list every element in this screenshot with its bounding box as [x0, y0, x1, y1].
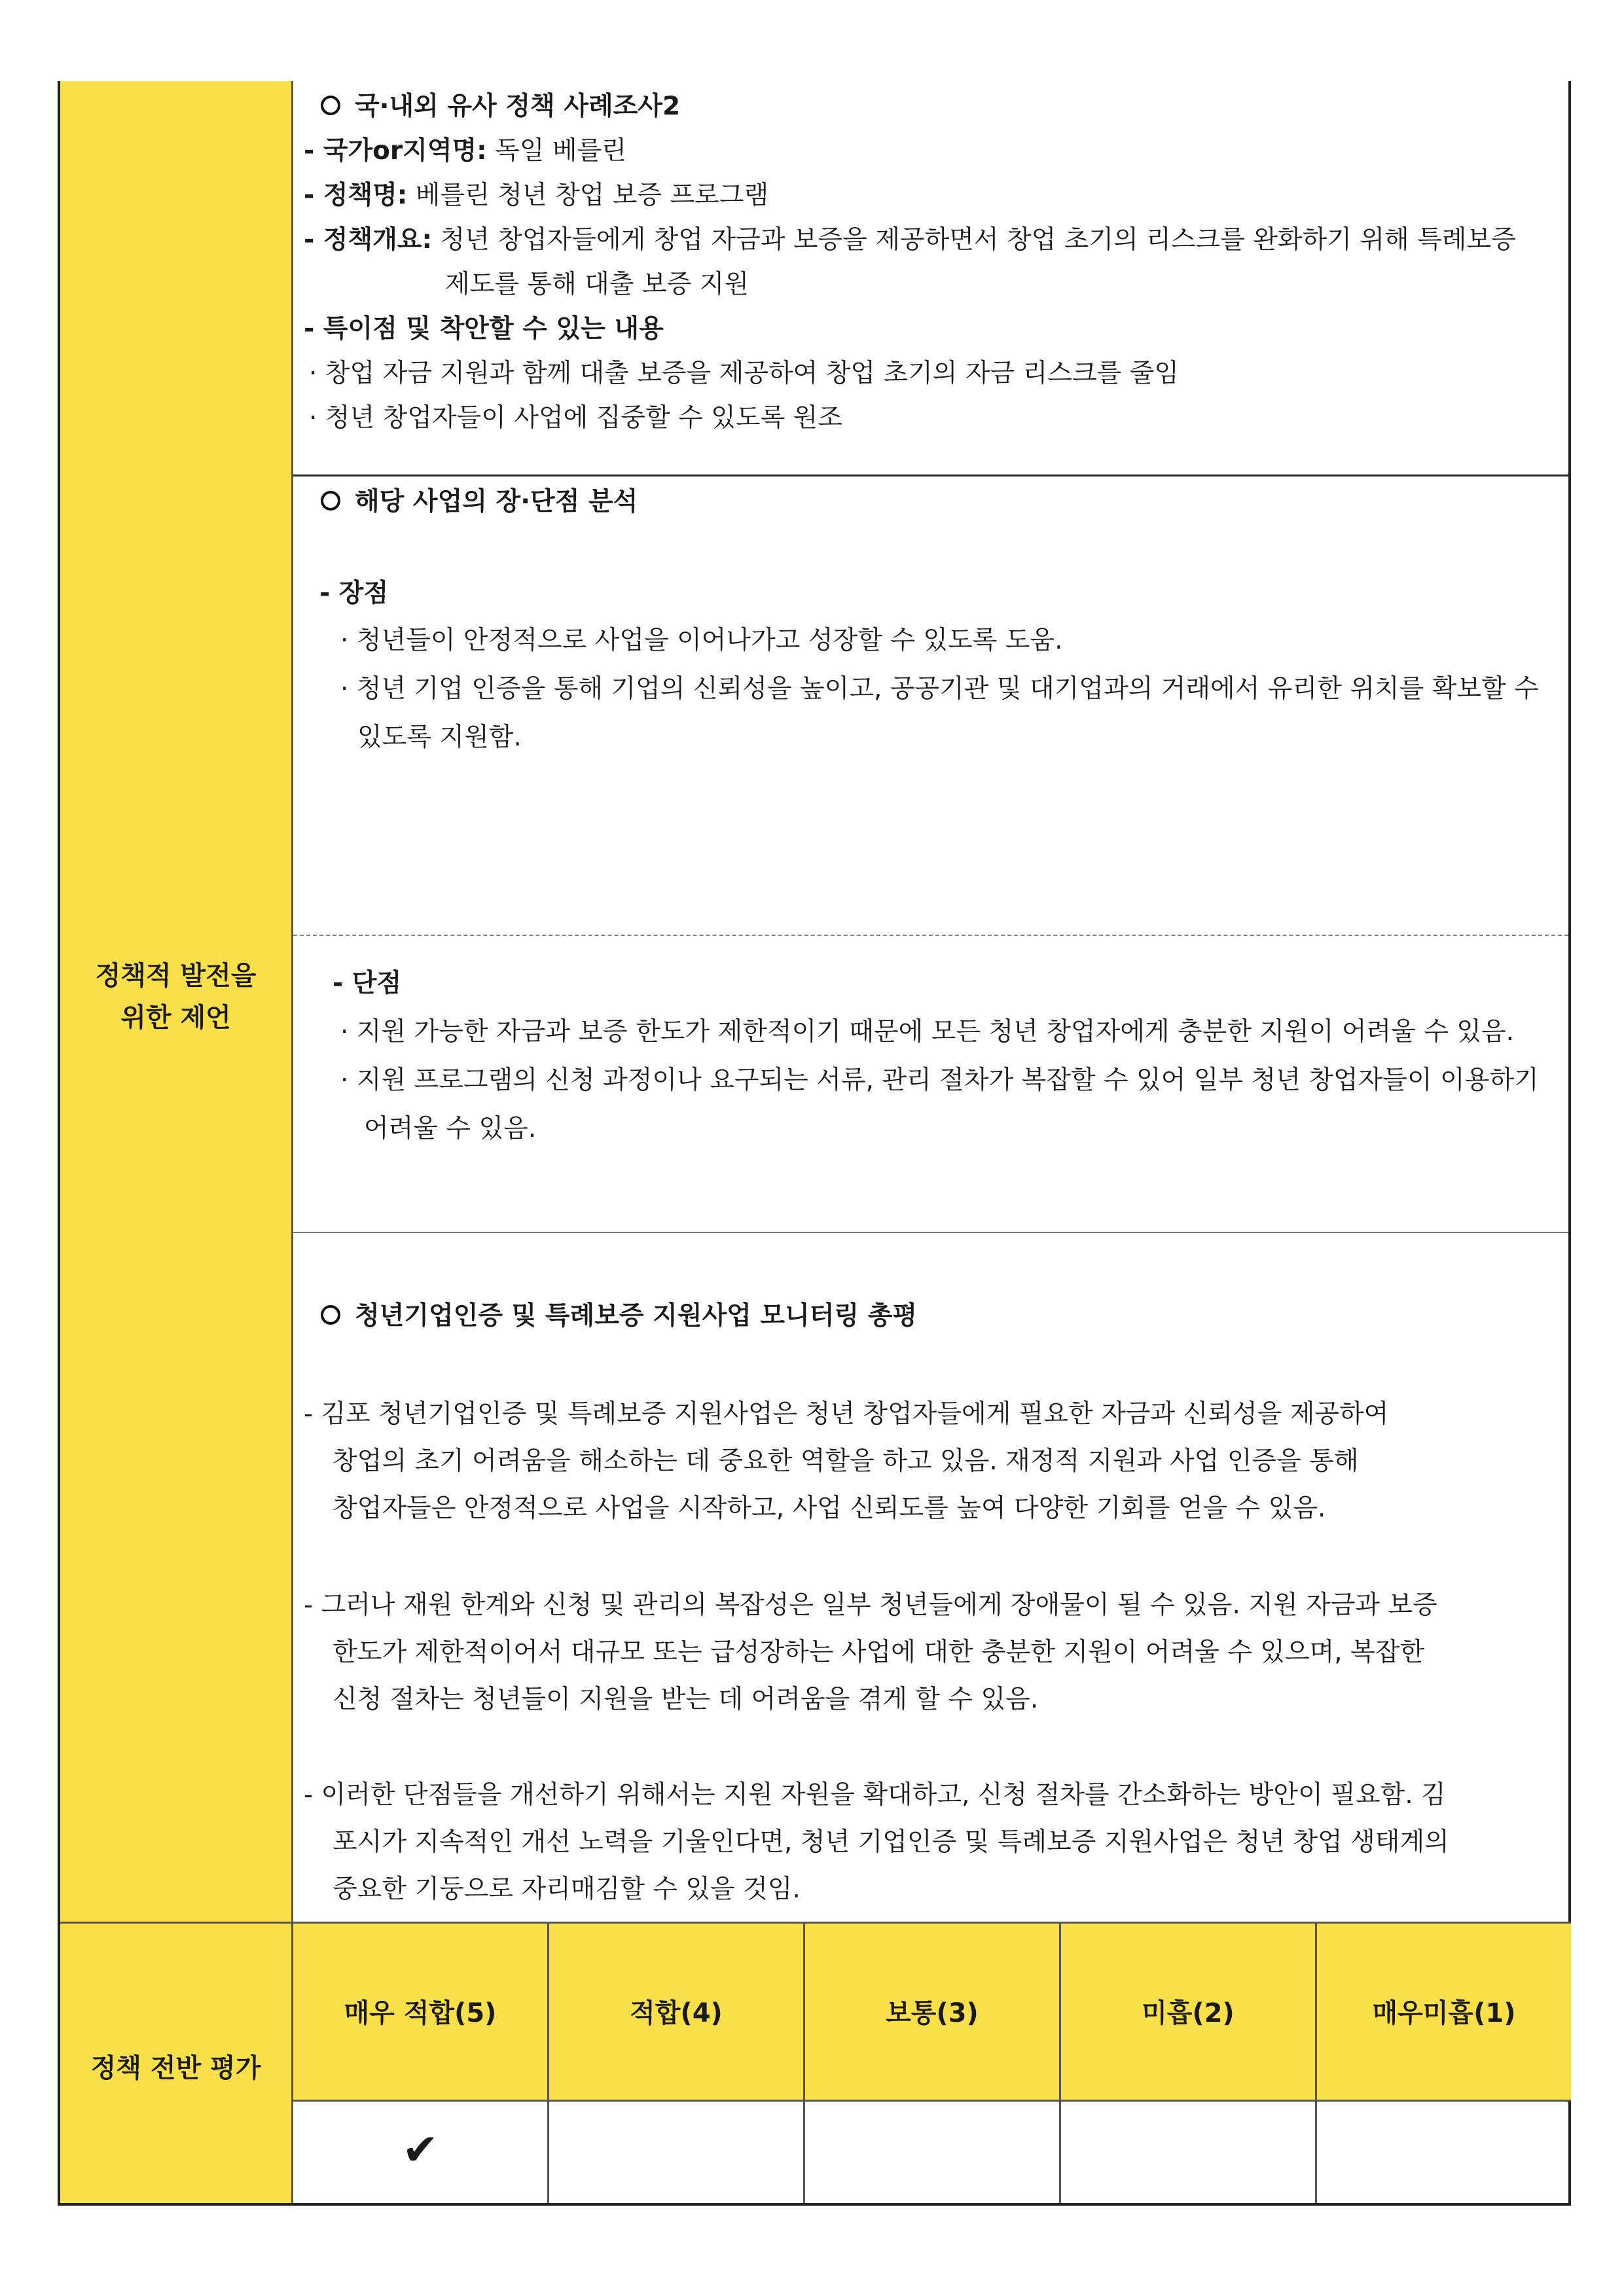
pros-item-continued: 있도록 지원함.: [357, 723, 522, 752]
rating-cell-2[interactable]: [1061, 2100, 1317, 2203]
evaluation-label: 정책 전반 평가: [90, 2053, 261, 2083]
evaluation-label-cell: [60, 1922, 293, 2203]
cons-item: · 지원 프로그램의 신청 과정이나 요구되는 서류, 관리 절차가 복잡할 수 있어 일부 청년 창업자들이 이용하기: [340, 1066, 1539, 1095]
rating-option-4: 적합(4): [630, 1998, 723, 2028]
review-paragraph-line: 창업의 초기 어려움을 해소하는 데 중요한 역할을 하고 있음. 재정적 지원과 사업 인증을 통해: [333, 1446, 1359, 1476]
feature-item: · 창업 자금 지원과 함께 대출 보증을 제공하여 창업 초기의 자금 리스크를 줄임: [309, 359, 1180, 388]
document-table: [58, 81, 1571, 2206]
features-label: - 특이점 및 착안할 수 있는 내용: [304, 314, 664, 344]
rating-cell-4[interactable]: [549, 2100, 805, 2203]
circle-bullet-icon: [321, 1305, 340, 1325]
analysis-heading: 해당 사업의 장·단점 분석: [321, 483, 638, 521]
pros-item: · 청년 기업 인증을 통해 기업의 신뢰성을 높이고, 공공기관 및 대기업과의 거래에서 유리한 위치를 확보할 수: [340, 674, 1539, 704]
pros-item: · 청년들이 안정적으로 사업을 이어나가고 성장할 수 있도록 도움.: [340, 626, 1063, 655]
cons-label: - 단점: [333, 969, 402, 998]
analysis-pros-section: [293, 476, 1568, 936]
checkmark-icon: ✔: [402, 2125, 439, 2175]
country-row: - 국가or지역명: 독일 베를린: [304, 136, 626, 166]
rating-header-cell: [293, 1922, 549, 2100]
analysis-cons-section: [293, 936, 1568, 1233]
rating-header-cell: [1061, 1922, 1317, 2100]
overview-row: - 정책개요: 청년 창업자들에게 창업 자금과 보증을 제공하면서 창업 초기의 리스크를 완화하기 위해 특례보증: [304, 225, 1516, 255]
case-study-section: [293, 81, 1568, 476]
pros-label: - 장점: [319, 579, 389, 608]
rating-header-cell: [1317, 1922, 1571, 2100]
proposal-label-line2: 위한 제언: [120, 1003, 231, 1033]
review-paragraph-line: 신청 절차는 청년들이 지원을 받는 데 어려움을 겪게 할 수 있음.: [333, 1685, 1039, 1714]
cons-item: · 지원 가능한 자금과 보증 한도가 제한적이기 때문에 모든 청년 창업자에게 충분한 지원이 어려울 수 있음.: [340, 1017, 1515, 1047]
review-paragraph-line: 중요한 기둥으로 자리매김할 수 있을 것임.: [333, 1874, 801, 1904]
overview-row-continued: 제도를 통해 대출 보증 지원: [445, 270, 749, 299]
proposal-label-line1: 정책적 발전을: [95, 961, 257, 991]
rating-header-cell: [805, 1922, 1061, 2100]
rating-option-2: 미흡(2): [1142, 1998, 1235, 2028]
review-paragraph-line: 한도가 제한적이어서 대규모 또는 급성장하는 사업에 대한 충분한 지원이 어려울 수 있으며, 복잡한: [333, 1638, 1425, 1667]
rating-cell-5[interactable]: [293, 2100, 549, 2203]
review-paragraph-line: - 그러나 재원 한계와 신청 및 관리의 복잡성은 일부 청년들에게 장애물이 될 수 있음. 지원 자금과 보증: [304, 1590, 1437, 1620]
rating-option-3: 보통(3): [886, 1998, 979, 2028]
circle-bullet-icon: [321, 491, 340, 511]
case-study-heading: 국·내외 유사 정책 사례조사2: [321, 88, 680, 126]
rating-option-1: 매우미흡(1): [1372, 1998, 1516, 2028]
review-paragraph-line: - 이러한 단점들을 개선하기 위해서는 지원 자원을 확대하고, 신청 절차를 간소화하는 방안이 필요함. 김: [304, 1780, 1446, 1810]
rating-cell-3[interactable]: [805, 2100, 1061, 2203]
proposal-label-cell: [60, 81, 293, 1922]
review-section: [293, 1233, 1568, 1922]
cons-item-continued: 어려울 수 있음.: [364, 1114, 537, 1143]
evaluation-table: [293, 1922, 1568, 2203]
rating-header-cell: [549, 1922, 805, 2100]
review-heading: 청년기업인증 및 특례보증 지원사업 모니터링 총평: [321, 1297, 917, 1335]
rating-option-5: 매우 적합(5): [344, 1998, 497, 2028]
policy-name-row: - 정책명: 베를린 청년 창업 보증 프로그램: [304, 181, 769, 210]
circle-bullet-icon: [321, 96, 340, 115]
review-paragraph-line: 창업자들은 안정적으로 사업을 시작하고, 사업 신뢰도를 높여 다양한 기회를 얻을 수 있음.: [333, 1494, 1326, 1523]
rating-cell-1[interactable]: [1317, 2100, 1571, 2203]
review-paragraph-line: 포시가 지속적인 개선 노력을 기울인다면, 청년 기업인증 및 특례보증 지원사업은 청년 창업 생태계의: [333, 1827, 1449, 1857]
feature-item: · 청년 창업자들이 사업에 집중할 수 있도록 원조: [309, 403, 842, 433]
review-paragraph-line: - 김포 청년기업인증 및 특례보증 지원사업은 청년 창업자들에게 필요한 자금과 신뢰성을 제공하여: [304, 1399, 1389, 1429]
